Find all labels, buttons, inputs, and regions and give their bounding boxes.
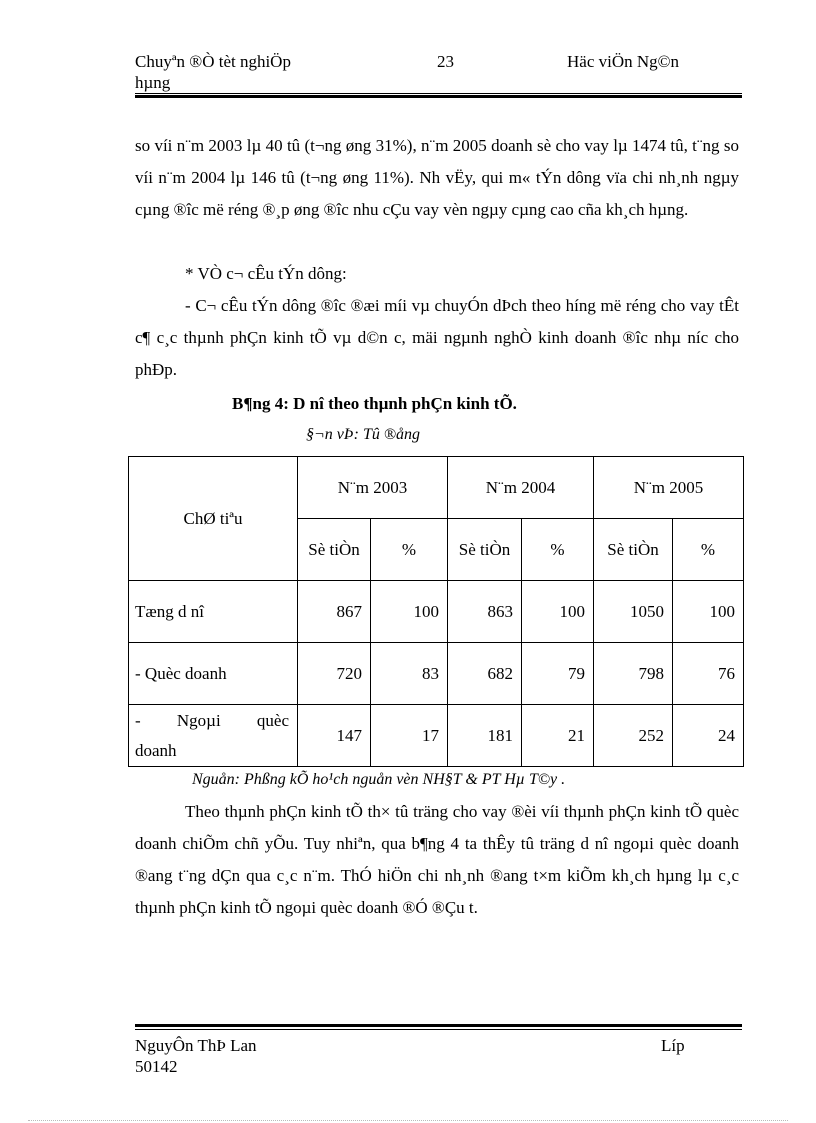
table-source: Nguån: Phßng kÕ ho¹ch nguån vèn NH§T & PT Hµ T©y .	[192, 771, 566, 788]
paragraph-4: Theo thµnh phÇn kinh tÕ th× tû träng cho vay ®èi víi thµnh phÇn kinh tÕ quèc doanh chiÕm chñ yÕu. Tuy nhiªn, qua b¶ng 4 ta thÊy tû träng d nî ngoµi quèc doanh ®ang t¨ng dÇn qua c¸c n¨m. ThÓ hiÖn chi nh¸nh ®ang t×m kiÕm kh¸ch hµng lµ c¸c thµnh phÇn kinh tÕ ngoµi quèc doanh ®Ó ®Çu t.	[135, 802, 739, 917]
row-label-part: doanh	[135, 740, 177, 760]
class-label: Líp	[661, 1036, 685, 1055]
debt-table	[128, 456, 744, 767]
sub-pct: %	[371, 519, 448, 581]
footer-rule-thick	[135, 1024, 742, 1027]
cell: 79	[522, 643, 594, 705]
row-label-part: Ngoµi	[176, 710, 221, 730]
row-label: - Quèc doanh	[129, 643, 298, 705]
cell: 17	[371, 705, 448, 767]
cell: 252	[594, 705, 673, 767]
cell: 863	[448, 581, 522, 643]
year-2004: N¨m 2004	[448, 457, 594, 519]
header-right: Häc viÖn Ng©n	[567, 52, 680, 71]
sub-amount: Sè tiÒn	[448, 519, 522, 581]
cell: 867	[298, 581, 371, 643]
table-unit: §¬n vÞ: Tû ®ång	[306, 426, 421, 443]
cell: 147	[298, 705, 371, 767]
paragraph-3: - C¬ cÊu tÝn dông ®îc ®æi míi vµ chuyÓn dÞch theo híng më réng cho vay tÊt c¶ c¸c thµnh phÇn kinh tÕ vµ d©n c, mäi ngµnh nghÒ kinh doanh ®îc nhµ níc cho phÐp.	[135, 296, 739, 379]
year-2005: N¨m 2005	[594, 457, 744, 519]
footer-left	[135, 1035, 257, 1077]
cell: 100	[371, 581, 448, 643]
header-left	[135, 51, 291, 93]
cell: 798	[594, 643, 673, 705]
row-label-part: -	[135, 710, 141, 730]
table-caption: B¶ng 4: D nî theo thµnh phÇn kinh tÕ.	[232, 394, 517, 413]
header-rule-thick	[135, 95, 742, 98]
sub-pct: %	[673, 519, 744, 581]
cell: 100	[522, 581, 594, 643]
paragraph-2: * VÒ c¬ cÊu tÝn dông:	[185, 264, 347, 283]
cell: 24	[673, 705, 744, 767]
page-number: 23	[437, 52, 454, 71]
sub-amount: Sè tiÒn	[298, 519, 371, 581]
row-label	[129, 705, 298, 767]
cell: 100	[673, 581, 744, 643]
year-2003: N¨m 2003	[298, 457, 448, 519]
row-header-cell	[129, 457, 298, 581]
cell: 682	[448, 643, 522, 705]
header-title: Chuyªn ®Ò tèt nghiÖp	[135, 52, 291, 71]
cell: 21	[522, 705, 594, 767]
header-rule-thin	[135, 93, 742, 94]
row-label-part: quèc	[256, 710, 289, 730]
header-title-cont: hµng	[135, 73, 171, 92]
table-row	[129, 581, 744, 643]
author-name: NguyÔn ThÞ Lan	[135, 1036, 257, 1055]
paragraph-1: so víi n¨m 2003 lµ 40 tû (t¬ng øng 31%), n¨m 2005 doanh sè cho vay lµ 1474 tû, t¨ng so víi n¨m 2004 lµ 146 tû (t¬ng øng 11%). Nh vËy, qui m« tÝn dông vïa chi nh¸nh ngµy cµng ®îc më réng ®¸p øng ®îc nhu cÇu vay vèn ngµy cµng cao cña kh¸ch hµng.	[135, 136, 739, 219]
cell: 1050	[594, 581, 673, 643]
cell: 76	[673, 643, 744, 705]
table-row	[129, 705, 744, 767]
row-label: Tæng d nî	[129, 581, 298, 643]
footer-rule-thin	[135, 1029, 742, 1030]
sub-amount: Sè tiÒn	[594, 519, 673, 581]
sub-pct: %	[522, 519, 594, 581]
class-id: 50142	[135, 1057, 178, 1076]
cell: 181	[448, 705, 522, 767]
cell: 83	[371, 643, 448, 705]
table-row	[129, 643, 744, 705]
cell: 720	[298, 643, 371, 705]
row-header: ChØ tiªu	[183, 508, 243, 528]
page-edge	[28, 1120, 788, 1121]
